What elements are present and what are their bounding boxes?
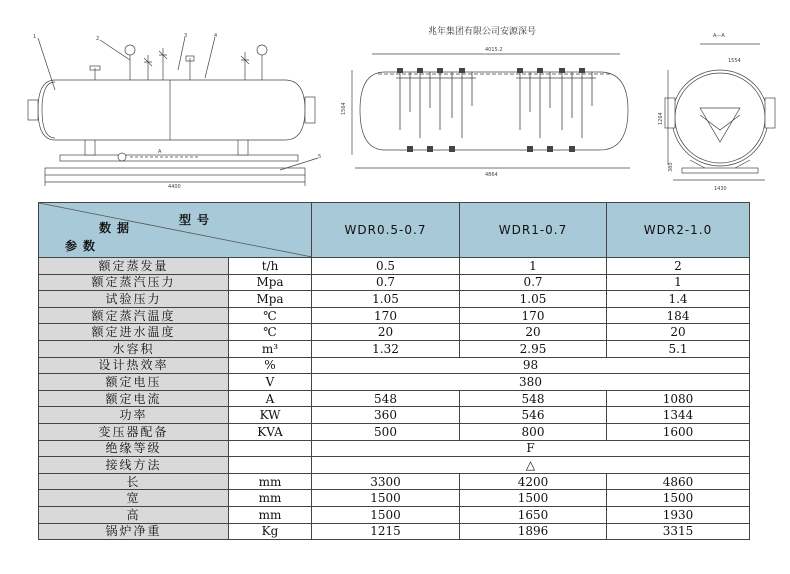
header-model-label: 型号: [179, 213, 216, 227]
param-name-cell: 额定蒸汽温度: [39, 307, 229, 324]
table-row: [39, 440, 750, 457]
param-name-cell: 接线方法: [39, 457, 229, 474]
value-cell-merged: 98: [312, 357, 750, 374]
unit-cell: m³: [229, 340, 312, 357]
value-cell: 1.05: [312, 291, 460, 308]
value-cell: 3300: [312, 473, 460, 490]
header-corner-cell: [39, 203, 312, 258]
unit-cell: [229, 457, 312, 474]
unit-cell: mm: [229, 506, 312, 523]
param-name-cell: 锅炉净重: [39, 523, 229, 540]
technical-drawings: [0, 0, 790, 200]
section-label: A—A: [713, 33, 725, 39]
param-name-cell: 额定蒸发量: [39, 258, 229, 275]
unit-cell: V: [229, 374, 312, 391]
side-view-drawing: [28, 33, 321, 190]
value-cell: 360: [312, 407, 460, 424]
model-header-1: WDR0.5-0.7: [312, 203, 460, 258]
table-header-row: [39, 203, 750, 258]
value-cell: 1500: [312, 506, 460, 523]
param-name-cell: 额定电压: [39, 374, 229, 391]
value-cell: 1.05: [460, 291, 607, 308]
callout-2: 2: [96, 36, 100, 42]
unit-cell: mm: [229, 473, 312, 490]
param-name-cell: 额定蒸汽压力: [39, 274, 229, 291]
value-cell: 20: [607, 324, 750, 341]
value-cell: 546: [460, 407, 607, 424]
front-height-dim: 1564: [341, 102, 347, 115]
table-row: [39, 423, 750, 440]
unit-cell: [229, 440, 312, 457]
value-cell: 2: [607, 258, 750, 275]
value-cell: 1650: [460, 506, 607, 523]
table-row: [39, 324, 750, 341]
value-cell: 1.4: [607, 291, 750, 308]
section-height-dim: 1264: [658, 112, 664, 125]
value-cell: 1215: [312, 523, 460, 540]
param-name-cell: 功率: [39, 407, 229, 424]
value-cell: 1600: [607, 423, 750, 440]
value-cell: 170: [312, 307, 460, 324]
spec-table: [38, 202, 750, 540]
unit-cell: ℃: [229, 307, 312, 324]
model-header-2: WDR1-0.7: [460, 203, 607, 258]
value-cell: 1896: [460, 523, 607, 540]
unit-cell: A: [229, 390, 312, 407]
value-cell: 1080: [607, 390, 750, 407]
value-cell: 1: [460, 258, 607, 275]
side-arrow-label: A: [158, 149, 162, 155]
value-cell-merged: △: [312, 457, 750, 474]
table-row: [39, 307, 750, 324]
unit-cell: Kg: [229, 523, 312, 540]
value-cell: 4860: [607, 473, 750, 490]
table-row: [39, 374, 750, 391]
unit-cell: KW: [229, 407, 312, 424]
param-name-cell: 绝缘等级: [39, 440, 229, 457]
unit-cell: t/h: [229, 258, 312, 275]
section-foot-dim: 380: [668, 162, 674, 172]
table-row: [39, 258, 750, 275]
value-cell: 548: [460, 390, 607, 407]
param-name-cell: 试验压力: [39, 291, 229, 308]
value-cell: 20: [460, 324, 607, 341]
callout-4: 4: [214, 33, 218, 39]
value-cell: 1500: [460, 490, 607, 507]
value-cell: 184: [607, 307, 750, 324]
unit-cell: KVA: [229, 423, 312, 440]
table-row: [39, 490, 750, 507]
param-name-cell: 额定电流: [39, 390, 229, 407]
value-cell: 0.5: [312, 258, 460, 275]
table-row: [39, 274, 750, 291]
table-row: [39, 506, 750, 523]
section-view-drawing: [658, 33, 775, 192]
section-width-dim: 1430: [714, 186, 727, 192]
unit-cell: mm: [229, 490, 312, 507]
value-cell: 500: [312, 423, 460, 440]
table-row: [39, 523, 750, 540]
unit-cell: Mpa: [229, 291, 312, 308]
front-top-dim: 4015.2: [485, 47, 503, 53]
table-row: [39, 291, 750, 308]
model-header-3: WDR2-1.0: [607, 203, 750, 258]
unit-cell: Mpa: [229, 274, 312, 291]
section-small-dim: 1554: [728, 58, 741, 64]
unit-cell: ℃: [229, 324, 312, 341]
value-cell: 20: [312, 324, 460, 341]
param-name-cell: 长: [39, 473, 229, 490]
value-cell: 5.1: [607, 340, 750, 357]
header-param-label: 参数: [65, 239, 102, 253]
param-name-cell: 变压器配备: [39, 423, 229, 440]
value-cell-merged: 380: [312, 374, 750, 391]
table-row: [39, 473, 750, 490]
value-cell: 170: [460, 307, 607, 324]
value-cell: 0.7: [460, 274, 607, 291]
front-bottom-dim: 4864: [485, 172, 498, 178]
header-data-label: 数据: [99, 221, 136, 235]
param-name-cell: 宽: [39, 490, 229, 507]
callout-1: 1: [33, 34, 37, 40]
callout-3: 3: [184, 33, 188, 39]
table-row: [39, 340, 750, 357]
param-name-cell: 额定进水温度: [39, 324, 229, 341]
value-cell: 1500: [607, 490, 750, 507]
value-cell: 4200: [460, 473, 607, 490]
value-cell: 800: [460, 423, 607, 440]
value-cell: 1930: [607, 506, 750, 523]
value-cell: 1344: [607, 407, 750, 424]
value-cell: 548: [312, 390, 460, 407]
front-view-drawing: [341, 47, 630, 178]
value-cell-merged: F: [312, 440, 750, 457]
param-name-cell: 高: [39, 506, 229, 523]
unit-cell: %: [229, 357, 312, 374]
value-cell: 2.95: [460, 340, 607, 357]
table-row: [39, 407, 750, 424]
side-length-dim: 4400: [168, 184, 181, 190]
watermark-text: 兆年集团有限公司安源深号: [428, 27, 537, 37]
value-cell: 1500: [312, 490, 460, 507]
callout-5: 5: [318, 154, 322, 160]
table-row: [39, 390, 750, 407]
value-cell: 1: [607, 274, 750, 291]
value-cell: 0.7: [312, 274, 460, 291]
value-cell: 1.32: [312, 340, 460, 357]
param-name-cell: 水容积: [39, 340, 229, 357]
table-row: [39, 357, 750, 374]
value-cell: 3315: [607, 523, 750, 540]
table-row: [39, 457, 750, 474]
param-name-cell: 设计热效率: [39, 357, 229, 374]
